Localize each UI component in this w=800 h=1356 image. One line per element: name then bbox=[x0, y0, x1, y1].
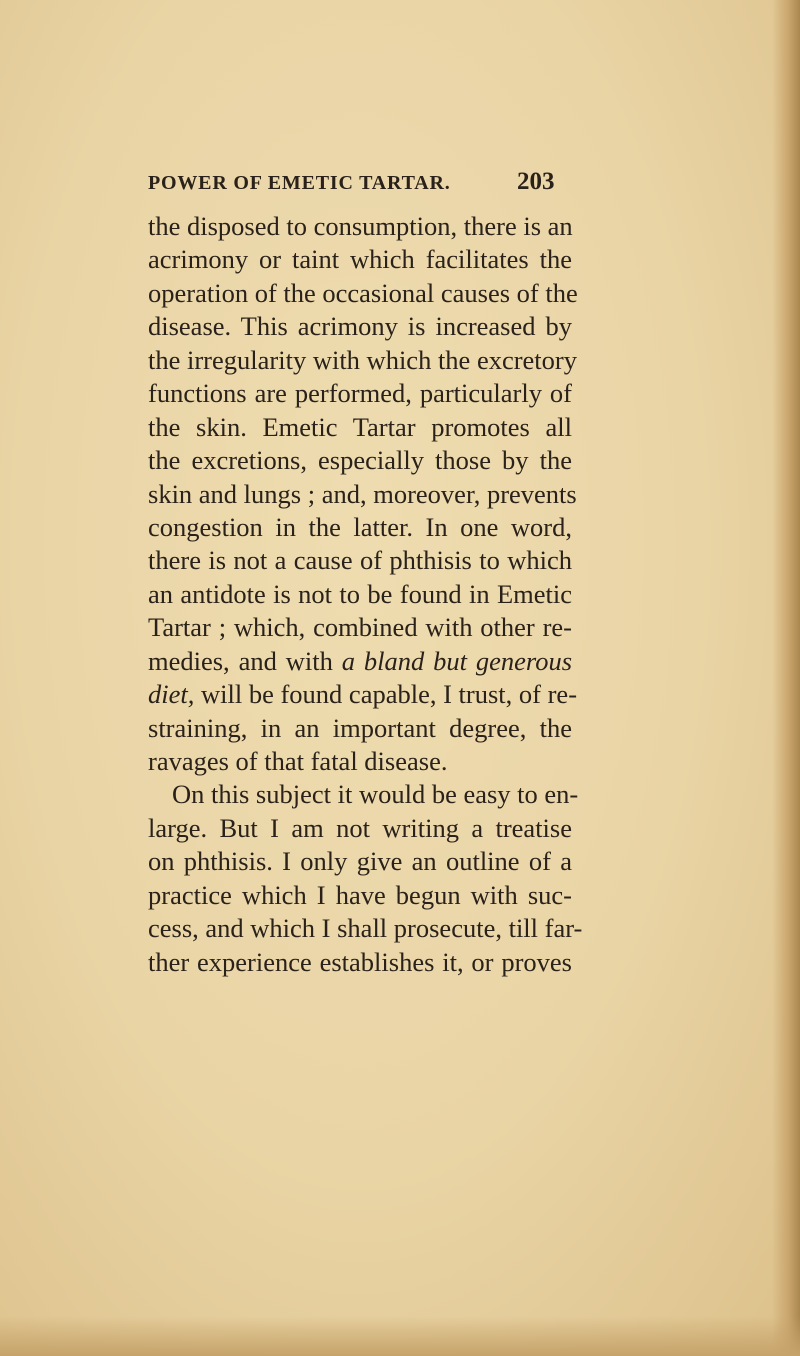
text-line: on phthisis. I only give an outline of a bbox=[148, 846, 572, 877]
text-line: the disposed to consumption, there is an bbox=[148, 211, 573, 241]
text-line-mixed bbox=[148, 645, 572, 678]
page-number: 203 bbox=[517, 168, 555, 195]
text-line: Tartar ; which, combined with other re- bbox=[148, 612, 572, 643]
text-line: ravages of that fatal disease. bbox=[148, 746, 448, 776]
text-line: ther experience establishes it, or proves bbox=[148, 946, 572, 977]
text-line-mixed bbox=[148, 678, 578, 711]
text-line: practice which I have begun with suc- bbox=[148, 879, 572, 910]
running-head: POWER OF EMETIC TARTAR. bbox=[148, 172, 451, 194]
text-line: there is not a cause of phthisis to which bbox=[148, 545, 572, 576]
text-line: operation of the occasional causes of the bbox=[148, 277, 578, 308]
text-segment: medies, and with bbox=[148, 645, 333, 676]
text-line: disease. This acrimony is increased by bbox=[148, 311, 572, 342]
text-line: acrimony or taint which facilitates the bbox=[148, 244, 572, 275]
text-line: congestion in the latter. In one word, bbox=[148, 511, 572, 542]
page-edge-shadow bbox=[772, 0, 800, 1356]
text-segment: will be found capable, I trust, of re- bbox=[201, 679, 578, 710]
text-line: large. But I am not writing a treatise bbox=[148, 812, 572, 843]
text-line: the skin. Emetic Tartar promotes all bbox=[148, 411, 572, 442]
text-line: functions are performed, particularly of bbox=[148, 378, 572, 409]
text-line: the excretions, especially those by the bbox=[148, 445, 572, 476]
page-bottom-shadow bbox=[0, 1316, 800, 1356]
body-text bbox=[148, 210, 583, 979]
text-line: the irregularity with which the excretory bbox=[148, 344, 577, 375]
text-line: an antidote is not to be found in Emetic bbox=[148, 578, 572, 609]
text-line: skin and lungs ; and, moreover, prevents bbox=[148, 478, 577, 509]
text-line: straining, in an important degree, the bbox=[148, 712, 572, 743]
text-line: cess, and which I shall prosecute, till far- bbox=[148, 913, 583, 944]
paragraph-start-line: On this subject it would be easy to en- bbox=[172, 779, 579, 810]
italic-word: diet, bbox=[148, 679, 195, 710]
italic-phrase: a bland but generous bbox=[341, 645, 573, 676]
